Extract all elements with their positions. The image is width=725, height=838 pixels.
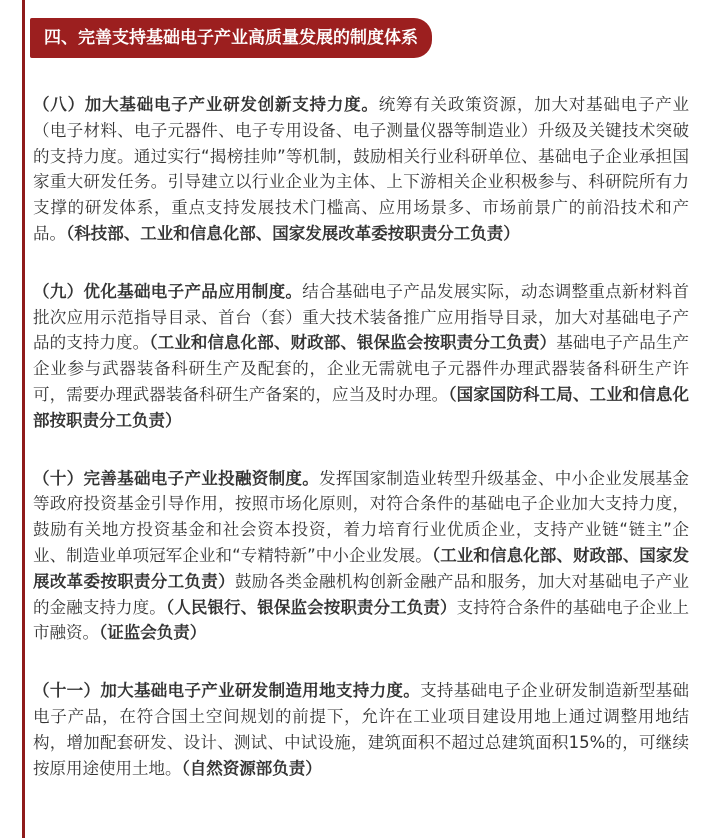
paragraph-10-text-1: 发挥国家制造业转型升级基金、中小企业发展基金等政府投资基金引导作用，按照市场化原则，对符合条件的基础电子企业加大支持力度，鼓励有关地方投资基金和社会资本投资，着力培育行业优质企业，支持产业链“链主”企业、制造业单项冠军企业和“专精特新”中小企业发展。 <box>33 468 690 565</box>
left-accent-rule <box>22 0 25 838</box>
paragraph-8-heading: （八）加大基础电子产业研发创新支持力度。 <box>33 95 379 114</box>
paragraph-11-text: 支持基础电子企业研发制造新型基础电子产品，在符合国土空间规划的前提下，允许在工业项目建设用地上通过调整用地结构，增加配套研发、设计、测试、中试设施，建筑面积不超过总建筑面积15%的，可继续按原用途使用土地。 <box>33 681 690 778</box>
paragraph-11-heading: （十一）加大基础电子产业研发制造用地支持力度。 <box>33 681 421 701</box>
paragraph-9-responsibility-1: （工业和信息化部、财政部、银保监会按职责分工负责） <box>149 333 557 353</box>
section-title: 四、完善支持基础电子产业高质量发展的制度体系 <box>44 28 418 48</box>
paragraph-10-text-3: 支持符合条件的基础电子企业上市融资。 <box>33 597 690 643</box>
paragraph-11 <box>33 678 689 781</box>
paragraph-10-responsibility-2: （人民银行、银保监会按职责分工负责） <box>165 597 457 617</box>
paragraph-10-heading: （十）完善基础电子产业投融资制度。 <box>33 468 320 488</box>
paragraph-9-responsibility-2: （国家国防科工局、工业和信息化部按职责分工负责） <box>33 384 690 430</box>
article-body <box>33 92 689 813</box>
paragraph-10-responsibility-1: （工业和信息化部、财政部、国家发展改革委按职责分工负责） <box>33 545 689 591</box>
paragraph-10 <box>33 466 689 647</box>
section-title-banner <box>30 18 432 58</box>
paragraph-9-text-2: 基础电子产品生产企业参与武器装备科研生产及配套的，企业无需就电子元器件办理武器装备科研生产许可，需要办理武器装备科研生产备案的，应当及时办理。 <box>33 333 690 404</box>
paragraph-8 <box>33 92 689 247</box>
paragraph-9-text-1: 结合基础电子产品发展实际，动态调整重点新材料首批次应用示范指导目录、首台（套）重大技术装备推广应用指导目录，加大对基础电子产品的支持力度。 <box>33 281 690 353</box>
paragraph-8-responsibility: （科技部、工业和信息化部、国家发展改革委按职责分工负责） <box>66 223 520 243</box>
paragraph-10-responsibility-3: （证监会负责） <box>99 623 207 643</box>
paragraph-9-heading: （九）优化基础电子产品应用制度。 <box>33 281 303 301</box>
paragraph-11-responsibility: （自然资源部负责） <box>181 758 322 778</box>
paragraph-8-text: 统筹有关政策资源，加大对基础电子产业（电子材料、电子元器件、电子专用设备、电子测量仪器等制造业）升级及关键技术突破的支持力度。通过实行“揭榜挂帅”等机制，鼓励相关行业科研单位、基础电子企业承担国家重大研发任务。引导建立以行业企业为主体、上下游相关企业积极参与、科研院所有力支撑的研发体系，重点支持发展技术门槛高、应用场景多、市场前景广的前沿技术和产品。 <box>33 95 690 243</box>
paragraph-9 <box>33 279 689 434</box>
paragraph-10-text-2: 鼓励各类金融机构创新金融产品和服务，加大对基础电子产业的金融支持力度。 <box>33 571 690 617</box>
